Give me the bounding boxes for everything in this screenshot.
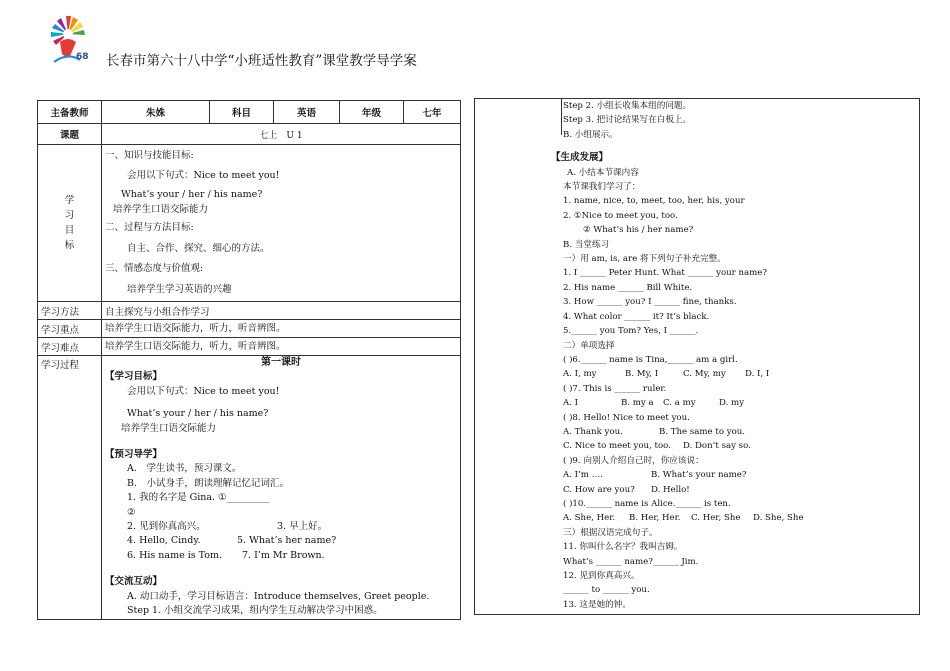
goal-line: What’s your / her / his name?	[127, 408, 269, 420]
question-11-answer: What’s ______ name?______ Jim.	[563, 556, 699, 567]
page-header	[46, 12, 466, 72]
goal-line: 培养学生口语交际能力	[121, 422, 217, 434]
column-divider	[561, 99, 562, 135]
objectives-row	[38, 145, 461, 302]
question-10-options: A. She, Her. B. Her, Her. C. Her, She D. She, She	[563, 513, 804, 524]
question-6: ( )6.______ name is Tina,______ am a girl.	[563, 354, 738, 365]
part3: 三）根据汉语完成句子。	[563, 527, 658, 538]
interact-a: A. 动口动手，学习目标语言：Introduce themselves, Greet people.	[127, 590, 430, 602]
grade-value: 七年	[404, 101, 461, 124]
objective-line: What’s your / her / his name?	[121, 188, 263, 200]
summary-1: 1. name, nice, to, meet, too, her, his, your	[563, 196, 745, 207]
interact-step1: Step 1. 小组交流学习成果，组内学生互动解决学习中困惑。	[127, 605, 383, 617]
process-label: 学习过程	[38, 356, 102, 620]
question-8: ( )8. Hello! Nice to meet you.	[563, 412, 690, 423]
subject-label: 科目	[210, 101, 274, 124]
teacher-name: 朱姝	[102, 101, 210, 124]
logo-number: 68	[76, 52, 89, 62]
method-value: 自主探究与小组合作学习	[102, 302, 461, 320]
right-content	[551, 99, 919, 612]
summary-2: 2. ①Nice to meet you, too.	[563, 210, 678, 221]
objective-line: 三、情感态度与价值观:	[105, 262, 204, 274]
vocab-item: 6. His name is Tom. 7. I’m Mr Brown.	[127, 549, 325, 561]
grade-label: 年级	[340, 101, 404, 124]
interact-heading: 【交流互动】	[105, 576, 163, 588]
question-12: 12. 见到你真高兴。	[563, 571, 640, 581]
difficulty-value: 培养学生口语交际能力，听力，听音辨图。	[102, 338, 461, 356]
develop-heading: 【生成发展】	[551, 152, 609, 164]
school-logo-icon	[46, 12, 104, 70]
question-9: ( )9. 向别人介绍自己时，你应该说：	[563, 455, 704, 466]
lesson-plan-table	[37, 100, 461, 620]
show: B. 小组展示。	[563, 129, 618, 140]
difficulty-row	[38, 338, 461, 356]
objective-line: 培养学生口语交际能力	[113, 203, 209, 215]
goal-line: 会用以下句式：Nice to meet you!	[127, 385, 280, 397]
focus-label: 学习重点	[38, 320, 102, 338]
part1: 一）用 am, is, are 将下列句子补充完整。	[563, 254, 726, 265]
question-5: 5.______ you Tom? Yes, I ______.	[563, 326, 699, 337]
focus-value: 培养学生口语交际能力，听力，听音辨图。	[102, 320, 461, 338]
method-row	[38, 302, 461, 320]
vocab-item: 2. 见到你真高兴。 3. 早上好。	[127, 521, 328, 533]
objective-line: 一、知识与技能目标:	[105, 149, 194, 161]
vocab-item: 4. Hello, Cindy. 5. What’s her name?	[127, 535, 337, 547]
learned: 本节课我们学习了：	[563, 182, 641, 193]
preview-b: B. 小试身手，朗读理解记忆记词汇。	[127, 477, 290, 489]
objective-line: 会用以下句式：Nice to meet you!	[127, 169, 280, 181]
question-3: 3. How ______ you? I ______ fine, thanks.	[563, 297, 737, 308]
objective-line: 二、过程与方法目标:	[105, 221, 194, 233]
question-1: 1. I ______ Peter Hunt. What ______ your name?	[563, 268, 768, 279]
objectives-label: 学 习 目 标	[38, 145, 102, 302]
topic-label: 课题	[38, 124, 102, 145]
right-column	[474, 98, 920, 615]
summary-2b: ② What’s his / her name?	[583, 225, 694, 236]
page-title: 长春市第六十八中学“小班适性教育”课堂教学导学案	[106, 53, 417, 69]
process-row	[38, 356, 461, 620]
part2: 二）单项选择	[563, 340, 615, 351]
goal-heading: 【学习目标】	[105, 371, 163, 383]
question-7-options: A. I B. my a C. a my D. my	[563, 398, 745, 409]
teacher-label: 主备教师	[38, 101, 102, 124]
question-12-answer: ______ to ______ you.	[563, 585, 650, 596]
question-8-options: A. Thank you. B. The same to you.	[563, 426, 746, 437]
objectives-content	[102, 145, 461, 302]
preview-heading: 【预习导学】	[105, 449, 163, 461]
step3: Step 3. 把讨论结果写在白板上。	[563, 115, 692, 126]
question-8-options: C. Nice to meet you, too. D. Don’t say so.	[563, 441, 751, 452]
practice-b: B. 当堂练习	[563, 239, 610, 250]
objective-line: 自主、合作、探究、细心的方法。	[127, 242, 270, 254]
question-2: 2. His name ______ Bill White.	[563, 282, 693, 293]
step2: Step 2. 小组长收集本组的问题。	[563, 101, 692, 111]
difficulty-label: 学习难点	[38, 338, 102, 356]
question-10: ( )10.______ name is Alice.______ is ten.	[563, 498, 731, 509]
preview-a: A. 学生读书，预习课文。	[127, 463, 242, 475]
summary-a: A. 小结本节课内容	[567, 167, 639, 178]
topic-row	[38, 124, 461, 145]
question-4: 4. What color ______ it? It’s black.	[563, 311, 710, 322]
method-label: 学习方法	[38, 302, 102, 320]
question-13: 13. 这是她的钟。	[563, 599, 631, 610]
topic-value: 七上 U 1	[102, 124, 461, 145]
subject-value: 英语	[274, 101, 340, 124]
vocab-item: 1. 我的名字是 Gina. ①_________ ②	[127, 492, 270, 518]
focus-row	[38, 320, 461, 338]
question-9-options: C. How are you? D. Hello!	[563, 484, 690, 495]
process-content	[102, 356, 461, 620]
question-7: ( )7. This is ______ ruler.	[563, 383, 667, 394]
question-9-options: A. I’m …. B. What’s your name?	[563, 470, 747, 481]
info-row	[38, 101, 461, 124]
lesson-title: 第一课时	[261, 357, 301, 368]
question-6-options: A. I, my B. My, I C. My, my D. I, I	[563, 369, 770, 380]
objective-line: 培养学生学习英语的兴趣	[127, 283, 232, 295]
question-11: 11. 你叫什么名字？我叫吉姆。	[563, 542, 683, 553]
